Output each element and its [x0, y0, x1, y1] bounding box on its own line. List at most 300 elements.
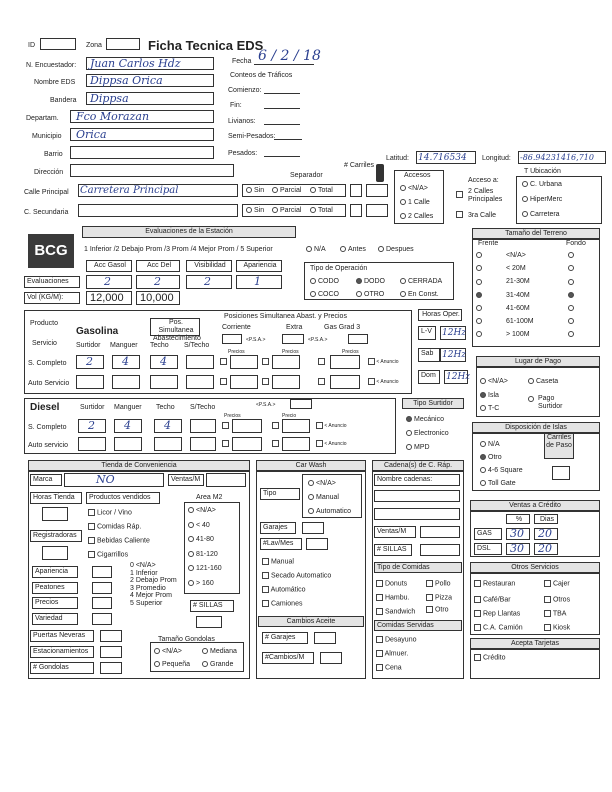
eval-acc-del-value: 2: [154, 275, 161, 288]
gas-psa-1: <P.S.A.>: [246, 337, 266, 343]
tipo-op-coco[interactable]: COCO: [310, 291, 339, 299]
cadena-sillas-label: # SILLAS: [374, 544, 412, 556]
municipio-label: Municipio: [32, 133, 62, 140]
fecha-label: Fecha: [232, 58, 252, 65]
cadena-ventas-label: Ventas/M: [374, 526, 416, 538]
comida-pollo[interactable]: Pollo: [426, 580, 451, 588]
marca-label: Marca: [30, 474, 62, 486]
terreno-fondo-opt[interactable]: [568, 252, 576, 260]
otros-tba[interactable]: TBA: [544, 610, 566, 618]
dsl-sc-stecho[interactable]: [190, 419, 216, 433]
nombre-value: Dippsa Orica: [90, 74, 163, 87]
comienzo-label: Comienzo:: [228, 87, 262, 94]
terreno-frente-opt[interactable]: [476, 292, 484, 300]
gondolas-label: # Gondolas: [30, 662, 94, 674]
tarjetas-label: Acepta Tarjetas: [470, 638, 600, 649]
nombre-label: Nombre EDS: [34, 79, 76, 86]
gas-sc-precio-3[interactable]: [330, 355, 360, 369]
credito-gas-pct-value: 30: [510, 527, 524, 540]
dsl-precio: Precio: [282, 413, 297, 419]
puertas-input[interactable]: [100, 630, 122, 642]
dsl-psa: <P.S.A.>: [256, 402, 276, 408]
latitud-label: Latitud:: [386, 155, 409, 162]
otros-kiosk[interactable]: Kiosk: [544, 624, 570, 632]
credito-pct-label: %: [506, 514, 530, 524]
otros-restauran[interactable]: Restauran: [474, 580, 515, 588]
surtidor-mecanico[interactable]: Mecánico: [406, 416, 444, 424]
dsl-pos[interactable]: [290, 399, 312, 409]
encuestador-label: N. Encuestador:: [26, 62, 77, 69]
horas-lv-value: 12Hz: [442, 328, 467, 338]
pos-sim2-label: Posiciones Simultanea Abast. y Precios: [224, 313, 347, 320]
carriles-principal-input-2[interactable]: [366, 184, 388, 197]
carriles-paso-input[interactable]: [552, 466, 570, 480]
producto-label: Producto: [30, 320, 59, 327]
cw-secado-chk[interactable]: Secado Automatico: [262, 572, 331, 580]
tubicacion-label: T Ubicación: [524, 168, 561, 175]
lav-mes-label: #Lav/Mes: [260, 538, 302, 550]
zona-input[interactable]: [106, 38, 140, 50]
carwash-na[interactable]: <N/A>: [308, 480, 336, 488]
servida-almuer[interactable]: Almuer.: [376, 650, 408, 658]
gas-col-surtidor: Surtidor: [76, 342, 101, 349]
gas-as-precio-2[interactable]: [272, 375, 300, 389]
sep-secundaria-parcial[interactable]: Parcial: [272, 207, 301, 215]
tienda-eval-input[interactable]: [92, 597, 112, 609]
bcg-logo: BCG: [28, 234, 74, 268]
dsl-as-anuncio[interactable]: < Anuncio: [316, 440, 347, 448]
evaluaciones-row-label: Evaluaciones: [24, 276, 80, 288]
calle-principal-label: Calle Principal: [24, 189, 69, 196]
terreno-frente-opt[interactable]: [476, 331, 484, 339]
acceso-a-label: Acceso a:: [468, 177, 499, 184]
id-label: ID: [28, 42, 35, 49]
dsl-sc-anuncio[interactable]: < Anuncio: [316, 422, 347, 430]
sep-secundaria-sin[interactable]: Sin: [246, 207, 264, 215]
tubicacion-carretera[interactable]: Carretera: [522, 211, 560, 219]
registradoras-label: Registradoras: [30, 530, 82, 542]
tubicacion-urbana[interactable]: C. Urbana: [522, 181, 562, 189]
eval-despues[interactable]: Despues: [378, 246, 414, 254]
cw-manual-chk[interactable]: Manual: [262, 558, 294, 566]
terreno-opt-label: > 100M: [506, 331, 530, 339]
gas-sc-anuncio[interactable]: < Anuncio: [368, 358, 399, 366]
col-visibilidad: Visibilidad: [186, 260, 232, 272]
otros-cajer[interactable]: Cajer: [544, 580, 570, 588]
puertas-label: Puertas Neveras: [30, 630, 94, 642]
tipo-op-label: Tipo de Operación: [310, 265, 368, 272]
comidas-servidas-label: Comidas Servidas: [374, 620, 462, 631]
credito-gas-label: GAS: [474, 528, 502, 540]
gas-as-chk-2[interactable]: [262, 378, 269, 386]
col-gas-grad3: Gas Grad 3: [324, 324, 361, 331]
dsl-col-stecho: S/Techo: [190, 404, 216, 411]
dsl-s-completo-label: S. Completo: [28, 424, 67, 431]
dsl-sc-techo-value: 4: [164, 419, 171, 432]
terreno-fondo-opt[interactable]: [568, 278, 576, 286]
otros-cafe[interactable]: Café/Bar: [474, 596, 511, 604]
pesados-label: Pesados:: [228, 150, 258, 157]
pago-tc[interactable]: T-C: [480, 405, 499, 413]
carwash-label: Car Wash: [256, 460, 366, 471]
prod-cigarrillos[interactable]: Cigarrillos: [88, 551, 128, 559]
carriles-principal-input[interactable]: [350, 184, 362, 197]
acceso-a-2calles-label: 2 Calles Principales: [468, 188, 503, 203]
calle-principal-value: Carretera Principal: [80, 185, 179, 196]
gasolina-title: Gasolina: [76, 326, 119, 337]
fin-line[interactable]: [264, 108, 300, 109]
cadena-label: Cadena(s) de C. Ráp.: [372, 460, 464, 471]
gondolas-mediana[interactable]: Mediana: [202, 648, 237, 656]
accesos-na[interactable]: <N/A>: [400, 185, 428, 193]
eval-antes[interactable]: Antes: [340, 246, 366, 254]
horas-dom-value: 12Hz: [446, 372, 471, 382]
terreno-frente-opt[interactable]: [476, 305, 484, 313]
comida-pizza[interactable]: Pizza: [426, 594, 452, 602]
comida-hambu[interactable]: Hambu.: [376, 594, 409, 602]
horas-lv-label: L-V: [418, 326, 436, 340]
carwash-automatico[interactable]: Automatico: [308, 508, 351, 516]
pago-isla[interactable]: Isla: [480, 392, 499, 400]
terreno-frente-opt[interactable]: [476, 265, 484, 273]
credito-gas-dias-value: 20: [538, 527, 552, 540]
garajes-input[interactable]: [302, 522, 324, 534]
tubicacion-hipermerc[interactable]: HiperMerc: [522, 196, 562, 204]
col-corriente: Corriente: [222, 324, 251, 331]
horas-tienda-label: Horas Tienda: [30, 492, 82, 504]
credito-dsl-pct-value: 30: [510, 542, 524, 555]
bandera-value: Dippsa: [90, 92, 129, 105]
comida-sandwich[interactable]: Sandwich: [376, 608, 415, 616]
servida-cena[interactable]: Cena: [376, 664, 402, 672]
dsl-as-manguer[interactable]: [114, 437, 142, 451]
marca-value: NO: [96, 473, 115, 486]
productos-label: Productos vendidos: [86, 492, 160, 504]
gas-as-manguer[interactable]: [112, 375, 140, 389]
accesos-2-calles[interactable]: 2 Calles: [400, 213, 433, 221]
gondolas-grande[interactable]: Grande: [202, 661, 233, 669]
gas-s-completo-label: S. Completo: [28, 360, 67, 367]
terreno-opt-label: 21-30M: [506, 278, 530, 286]
dsl-as-chk-1[interactable]: [222, 440, 229, 448]
vol-label: Vol (KG/M):: [24, 292, 80, 304]
tipo-op-dodo[interactable]: DODO: [356, 278, 385, 286]
livianos-line[interactable]: [264, 124, 300, 125]
comienzo-line[interactable]: [264, 93, 300, 94]
gas-as-anuncio[interactable]: < Anuncio: [368, 378, 399, 386]
pago-surtidor[interactable]: [528, 396, 536, 404]
otros-servicios-label: Otros Servicios: [470, 562, 600, 573]
bandera-label: Bandera: [50, 97, 77, 104]
zona-label: Zona: [86, 42, 102, 49]
fecha-line: [254, 64, 314, 65]
area-label: Area M2: [196, 494, 223, 501]
gas-grad3-pos[interactable]: [348, 334, 368, 344]
col-acc-gasol: Acc Gasol: [86, 260, 132, 272]
gas-as-techo[interactable]: [150, 375, 178, 389]
gas-corriente-pos[interactable]: [222, 334, 242, 344]
pago-na[interactable]: <N/A>: [480, 378, 508, 386]
gas-col-manguer: Manguer: [110, 342, 138, 349]
gondolas-na[interactable]: <N/A>: [154, 648, 182, 656]
dsl-auto-label: Auto servicio: [28, 442, 69, 449]
vol-gasol-value: 12,000: [90, 292, 124, 304]
terreno-fondo-opt[interactable]: [568, 331, 576, 339]
surtidor-electronico[interactable]: Electronico: [406, 430, 449, 438]
gas-sc-precio-1[interactable]: [230, 355, 258, 369]
tienda-sillas-label: # SILLAS: [190, 600, 234, 612]
livianos-label: Livianos:: [228, 118, 256, 125]
gas-sc-stecho[interactable]: [186, 355, 214, 369]
prod-licor[interactable]: Licor / Vino: [88, 509, 132, 517]
ventas-credito-label: Ventas a Crédito: [470, 500, 600, 511]
traffic-light-icon: [376, 164, 384, 182]
calle-secundaria-input[interactable]: [78, 204, 238, 217]
comida-otro[interactable]: Otro: [426, 606, 449, 614]
tienda-eval-label: Precios: [32, 597, 78, 609]
area-opt[interactable]: 81-120: [188, 551, 218, 559]
terreno-label: Tamaño del Terreno: [472, 228, 600, 239]
gondolas-input[interactable]: [100, 662, 122, 674]
gondolas-pequena[interactable]: Pequeña: [154, 661, 190, 669]
gas-as-chk-1[interactable]: [220, 378, 227, 386]
lav-mes-input[interactable]: [306, 538, 328, 550]
gas-precios-3: Precios: [342, 349, 359, 355]
terreno-frente: Frente: [478, 240, 499, 247]
islas-toll[interactable]: Toll Gate: [480, 480, 516, 488]
gas-as-chk-3[interactable]: [318, 378, 325, 386]
surtidor-mpd[interactable]: MPD: [406, 444, 430, 452]
gas-as-surtidor[interactable]: [76, 375, 104, 389]
cambios-m-input[interactable]: [320, 652, 342, 664]
departamento-label: Departam.: [26, 115, 59, 122]
dsl-as-surtidor[interactable]: [78, 437, 106, 451]
eval-apariencia-value: 1: [254, 275, 261, 288]
gas-sc-manguer-value: 4: [122, 355, 129, 368]
tarjetas-credito[interactable]: Crédito: [474, 654, 506, 662]
sep-principal-parcial[interactable]: Parcial: [272, 187, 301, 195]
pos-sim-label: Pos. Simultanea Abastecimiento: [150, 318, 200, 336]
fin-label: Fin:: [230, 102, 242, 109]
cw-auto-chk[interactable]: Automático: [262, 586, 306, 594]
dsl-sc-precio-2[interactable]: [282, 419, 310, 433]
area-opt[interactable]: <N/A>: [188, 507, 216, 515]
terreno-frente-opt[interactable]: [476, 278, 484, 286]
tipo-op-en-const[interactable]: En Const.: [400, 291, 439, 299]
conteos-label: Conteos de Tráficos: [230, 72, 293, 79]
gas-extra-pos[interactable]: [282, 334, 304, 344]
col-acc-del: Acc Del: [136, 260, 180, 272]
vol-del-value: 10,000: [140, 292, 174, 304]
horas-tienda-input[interactable]: [42, 507, 68, 521]
carriles-secundaria-input-2[interactable]: [366, 204, 388, 217]
departamento-value: Fco Morazan: [76, 110, 150, 123]
terreno-fondo-opt[interactable]: [568, 292, 576, 300]
credito-dias-label: Dias: [534, 514, 558, 524]
cambios-aceite-label: Cambios Aceite: [258, 616, 364, 627]
pago-caseta[interactable]: Caseta: [528, 378, 558, 386]
gas-sc-techo-value: 4: [160, 355, 167, 368]
terreno-box: [472, 239, 600, 347]
gas-sc-chk-1[interactable]: [220, 358, 227, 366]
horas-sab-label: Sab: [418, 348, 440, 362]
carriles-secundaria-input[interactable]: [350, 204, 362, 217]
tienda-eval-label: Variedad: [32, 613, 78, 625]
evaluaciones-header: Evaluaciones de la Estación: [82, 226, 296, 238]
gas-as-stecho[interactable]: [186, 375, 214, 389]
accesos-1-calle[interactable]: 1 Calle: [400, 199, 430, 207]
dsl-as-techo[interactable]: [154, 437, 182, 451]
acceso-a-3ra-label: 3ra Calle: [468, 212, 497, 219]
dsl-sc-precio-1[interactable]: [232, 419, 262, 433]
gas-col-stecho: S/Techo: [184, 342, 210, 349]
comida-donuts[interactable]: Donuts: [376, 580, 407, 588]
islas-na[interactable]: N/A: [480, 441, 500, 449]
cambios-garajes-input[interactable]: [314, 632, 336, 644]
tienda-eval-input[interactable]: [92, 613, 112, 625]
dsl-precios: Precios: [224, 413, 241, 419]
cadena-nombre-input-2[interactable]: [374, 508, 460, 520]
terreno-fondo-opt[interactable]: [568, 305, 576, 313]
sep-secundaria-total[interactable]: Total: [310, 207, 333, 215]
cadena-nombre-input-1[interactable]: [374, 490, 460, 502]
dsl-as-chk-2[interactable]: [272, 440, 279, 448]
gas-col-techo: Techo: [150, 342, 169, 349]
acceso-a-2calles[interactable]: [456, 191, 463, 199]
pago-surtidor-label: Pago Surtidor: [538, 395, 563, 410]
barrio-input[interactable]: [70, 146, 214, 159]
carwash-manual[interactable]: Manual: [308, 494, 339, 502]
eval-visibilidad-value: 2: [204, 275, 211, 288]
municipio-value: Orica: [76, 128, 107, 141]
acceso-a-3ra[interactable]: [456, 211, 463, 219]
gas-precios-2: Precios: [282, 349, 299, 355]
servida-desayuno[interactable]: Desayuno: [376, 636, 416, 644]
carriles-paso-label: Carriles de Paso: [544, 433, 574, 459]
cadena-ventas-input[interactable]: [420, 526, 460, 538]
gas-auto-label: Auto Servicio: [28, 380, 70, 387]
latitud-value: 14.716534: [418, 153, 467, 163]
dsl-as-precio-1[interactable]: [232, 437, 262, 451]
gas-sc-chk-2[interactable]: [262, 358, 269, 366]
direccion-input[interactable]: [70, 164, 234, 177]
diesel-title: Diesel: [30, 402, 60, 413]
horas-sab-value: 12Hz: [442, 350, 467, 360]
terreno-frente-opt[interactable]: [476, 252, 484, 260]
pesados-line[interactable]: [264, 156, 300, 157]
otros-camion[interactable]: C.A. Camión: [474, 624, 523, 632]
area-opt[interactable]: 41-80: [188, 536, 214, 544]
tienda-eval-label: Peatones: [32, 582, 78, 594]
cadena-nombre-label: Nombre cadenas:: [374, 474, 460, 486]
pago-label: Lugar de Pago: [476, 356, 600, 367]
prod-comidas[interactable]: Comidas Ráp.: [88, 523, 141, 531]
gas-sc-surtidor-value: 2: [86, 355, 93, 368]
tipo-op-otro[interactable]: OTRO: [356, 291, 384, 299]
tienda-label: Tienda de Conveniencia: [28, 460, 250, 471]
dsl-sc-chk-2[interactable]: [272, 422, 279, 430]
tipo-op-cerrada[interactable]: CERRADA: [400, 278, 442, 286]
islas-square[interactable]: 4-6 Square: [480, 467, 523, 475]
dsl-sc-chk-1[interactable]: [222, 422, 229, 430]
longitud-label: Longitud:: [482, 155, 511, 162]
area-opt[interactable]: 121-160: [188, 565, 222, 573]
longitud-value: -86.94231416,710: [520, 153, 594, 162]
estacionamientos-label: Estacionamientos: [30, 646, 94, 658]
gas-precios-1: Precios: [228, 349, 245, 355]
calle-secundaria-label: C. Secundaria: [24, 209, 69, 216]
terreno-opt-label: < 20M: [506, 265, 526, 273]
sep-principal-total[interactable]: Total: [310, 187, 333, 195]
gas-as-precio-3[interactable]: [330, 375, 360, 389]
prod-bebidas[interactable]: Bebidas Caliente: [88, 537, 150, 545]
separador-label: Separador: [290, 172, 323, 179]
terreno-opt-label: <N/A>: [506, 252, 526, 259]
otros-rep-llantas[interactable]: Rep Llantas: [474, 610, 520, 618]
sep-principal-sin[interactable]: Sin: [246, 187, 264, 195]
id-input[interactable]: [40, 38, 76, 50]
terreno-opt-label: 41-60M: [506, 304, 530, 312]
encuestador-value: Juan Carlos Hdz: [90, 57, 181, 70]
credito-dsl-label: DSL: [474, 543, 502, 555]
gas-sc-chk-3[interactable]: [318, 358, 325, 366]
dsl-as-precio-2[interactable]: [282, 437, 310, 451]
estacionamientos-input[interactable]: [100, 646, 122, 658]
tamano-gondolas-label: Tamaño Gondolas: [158, 636, 215, 643]
otros-otros[interactable]: Otros: [544, 596, 570, 604]
semi-line[interactable]: [274, 139, 302, 140]
gas-psa-2: <P.S.A.>: [308, 337, 328, 343]
servicio-label: Servicio: [32, 340, 57, 347]
dsl-col-techo: Techo: [156, 404, 175, 411]
terreno-fondo-opt[interactable]: [568, 265, 576, 273]
tienda-eval-input[interactable]: [92, 582, 112, 594]
cadena-sillas-input[interactable]: [420, 544, 460, 556]
tienda-eval-input[interactable]: [92, 566, 112, 578]
gas-as-precio-1[interactable]: [230, 375, 258, 389]
area-opt[interactable]: > 160: [188, 580, 214, 588]
cw-camiones-chk[interactable]: Camiones: [262, 600, 302, 608]
page-title: Ficha Tecnica EDS: [148, 38, 264, 53]
islas-label: Disposición de Islas: [472, 422, 600, 433]
cambios-m-label: #Cambios/M: [262, 652, 314, 664]
tienda-eval-label: Apariencia: [32, 566, 78, 578]
tienda-sillas-input[interactable]: [196, 616, 222, 628]
registradoras-input[interactable]: [42, 546, 68, 560]
eval-na[interactable]: N/A: [306, 246, 326, 254]
islas-otro[interactable]: Otro: [480, 454, 502, 462]
dsl-sc-manguer-value: 4: [124, 419, 131, 432]
horas-dom-label: Dom: [418, 370, 440, 384]
tipo-surtidor-label: Tipo Surtidor: [402, 398, 464, 409]
ventas-m-input[interactable]: [206, 473, 246, 487]
area-opt[interactable]: < 40: [188, 522, 210, 530]
terreno-frente-opt[interactable]: [476, 318, 484, 326]
tipo-op-codo[interactable]: CODO: [310, 278, 339, 286]
evaluaciones-scale: 1 Inferior /2 Debajo Prom /3 Prom /4 Mejor Prom / 5 Superior: [84, 246, 273, 253]
terreno-opt-label: 61-100M: [506, 318, 534, 325]
terreno-fondo-opt[interactable]: [568, 318, 576, 326]
carriles-label: # Carriles: [344, 162, 374, 169]
dsl-as-stecho[interactable]: [190, 437, 216, 451]
barrio-label: Barrio: [44, 151, 63, 158]
dsl-col-surtidor: Surtidor: [80, 404, 105, 411]
cadena-box: [372, 471, 464, 679]
gas-sc-precio-2[interactable]: [272, 355, 300, 369]
eval-acc-gasol-value: 2: [104, 275, 111, 288]
fecha-value: 6 / 2 / 18: [258, 48, 321, 64]
garajes-label: Garajes: [260, 522, 296, 534]
